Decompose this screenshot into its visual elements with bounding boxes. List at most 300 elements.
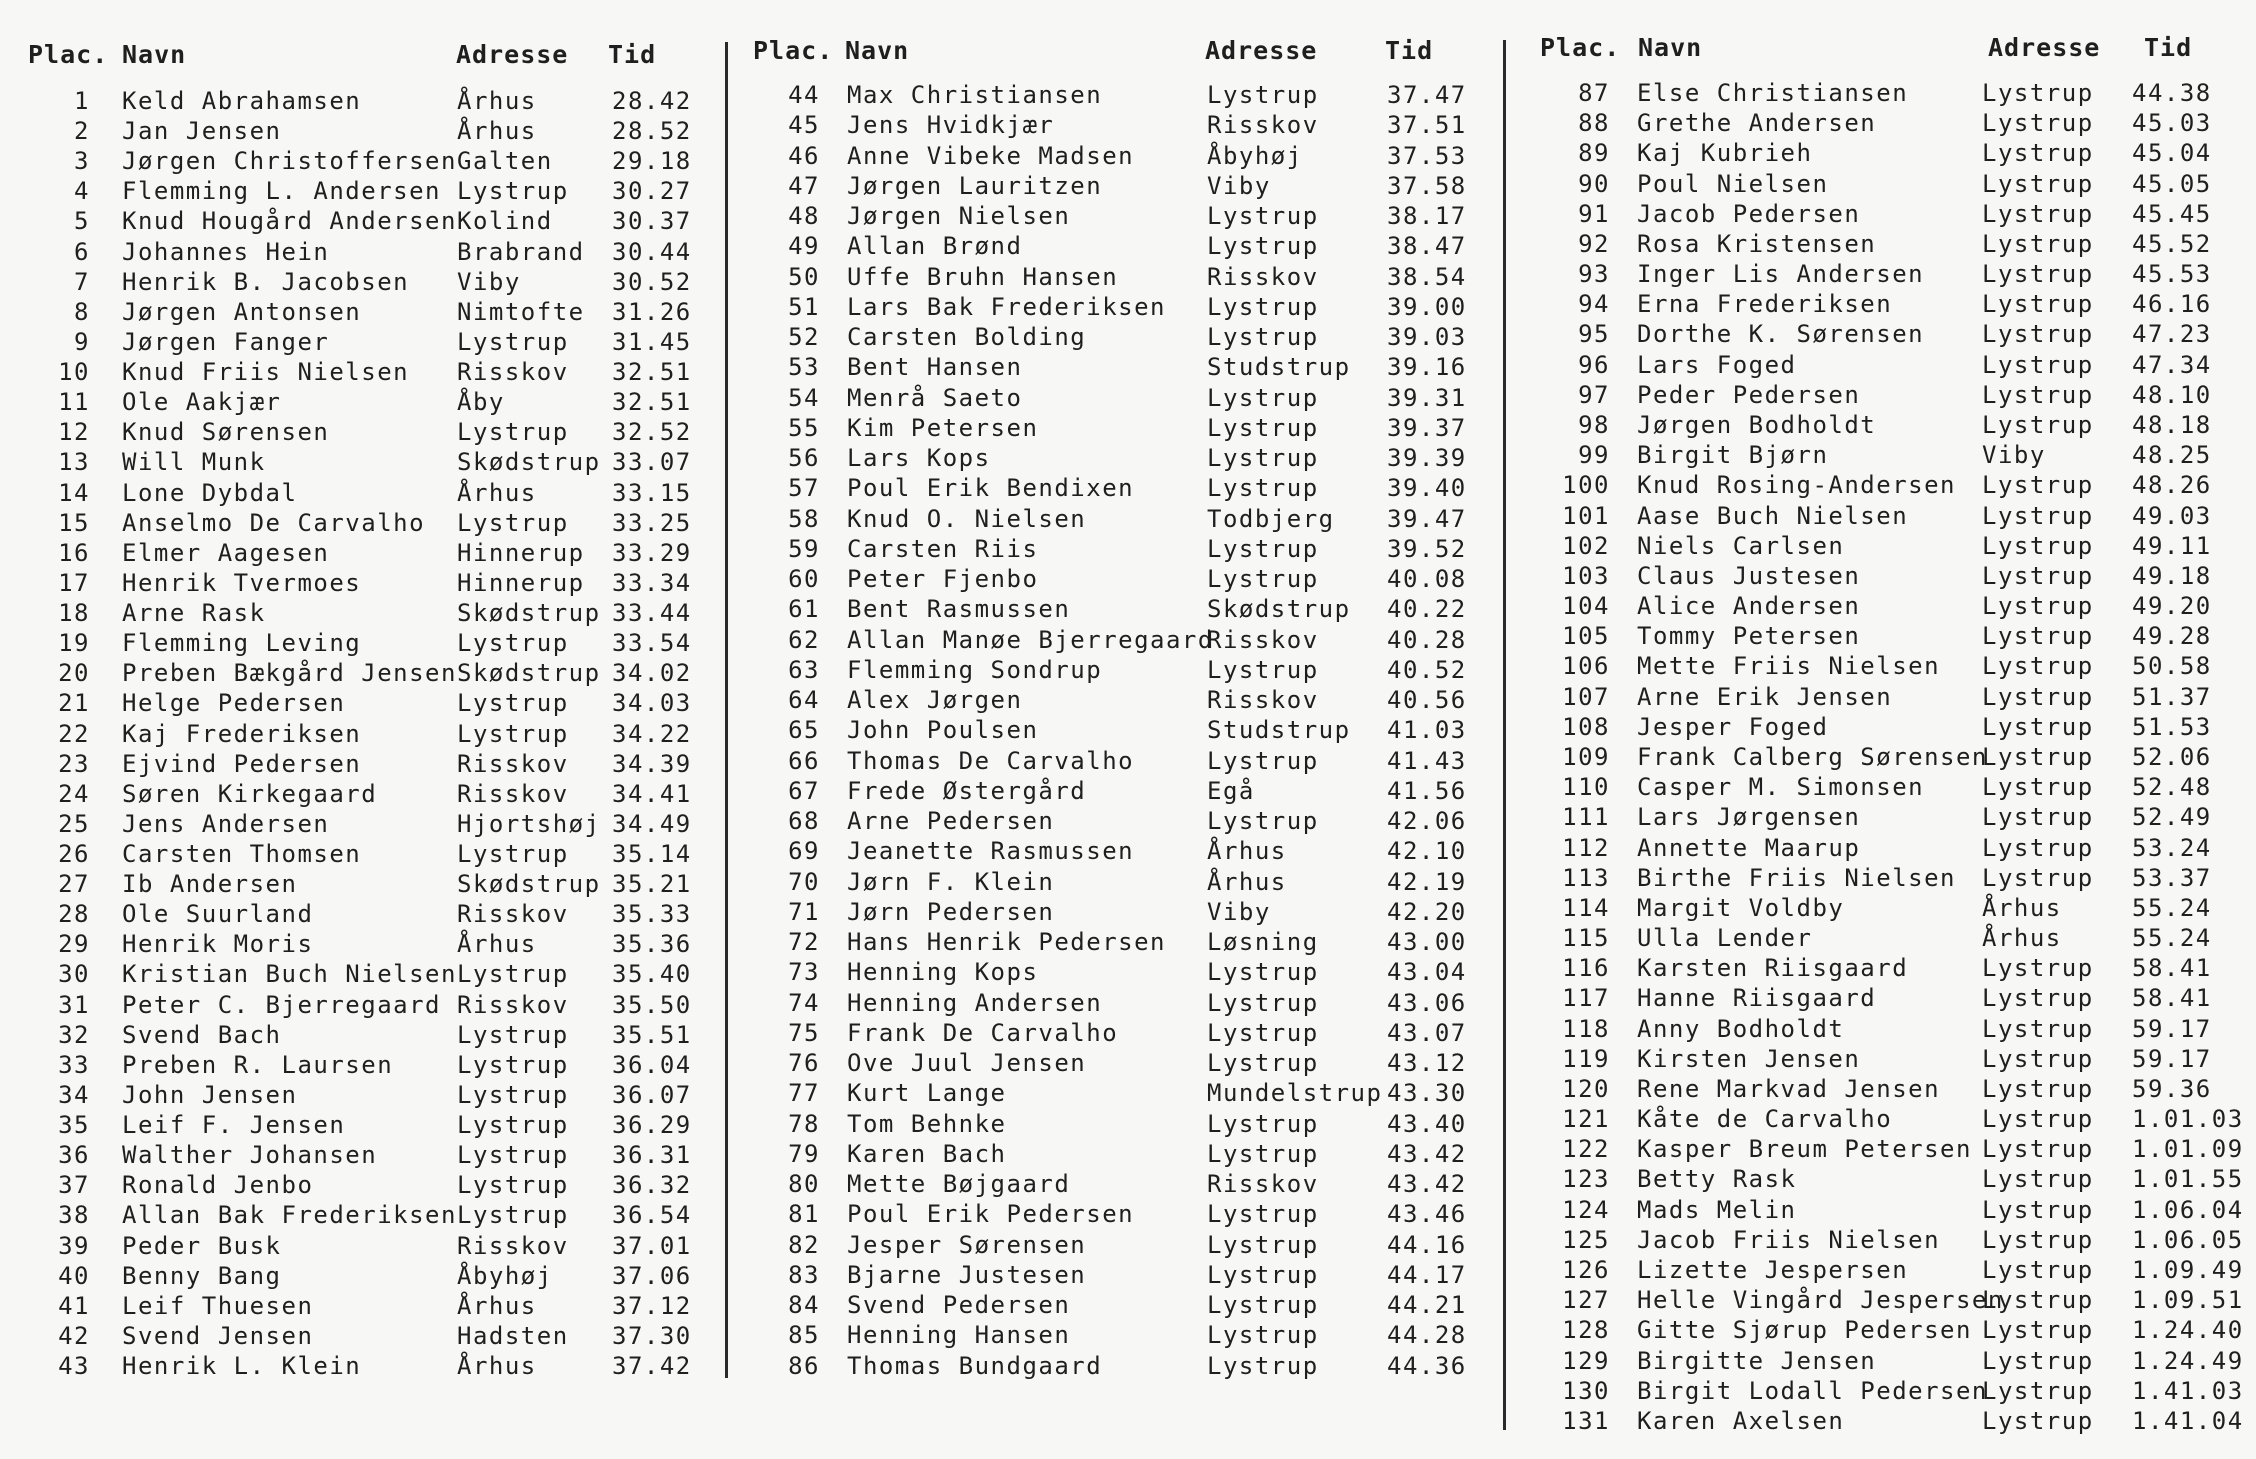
name-cell: Henrik Tvermoes <box>122 568 362 597</box>
time-cell: 39.00 <box>1387 292 1467 321</box>
time-cell: 33.29 <box>612 538 692 567</box>
time-cell: 42.06 <box>1387 807 1467 835</box>
time-cell: 35.40 <box>612 960 692 989</box>
address-cell: Lystrup <box>1207 1200 1319 1229</box>
time-cell: 32.51 <box>612 358 692 387</box>
time-cell: 39.37 <box>1387 413 1467 442</box>
table-row <box>1520 289 2256 319</box>
address-cell: Lystrup <box>457 629 569 658</box>
time-cell: 30.37 <box>612 207 692 236</box>
table-row <box>735 1199 1515 1229</box>
table-row <box>1520 501 2256 531</box>
table-row <box>735 383 1515 413</box>
time-cell: 52.06 <box>2132 742 2212 771</box>
header-place: Plac. <box>28 40 109 69</box>
address-cell: Lystrup <box>1207 292 1319 321</box>
address-cell: Lystrup <box>1207 474 1319 503</box>
table-row <box>1520 893 2256 923</box>
address-cell: Hjortshøj <box>457 809 601 838</box>
address-cell: Studstrup <box>1207 716 1351 745</box>
address-cell: Lystrup <box>1982 833 2094 862</box>
address-cell: Viby <box>457 267 521 296</box>
time-cell: 45.53 <box>2132 260 2212 289</box>
place-cell: 93 <box>1578 260 1610 289</box>
place-cell: 12 <box>58 418 90 447</box>
header-address: Adresse <box>456 40 569 69</box>
time-cell: 43.30 <box>1387 1079 1467 1108</box>
name-cell: Bjarne Justesen <box>847 1260 1087 1289</box>
place-cell: 61 <box>788 595 820 624</box>
place-cell: 65 <box>788 716 820 745</box>
header-place: Plac. <box>1540 33 1621 62</box>
name-cell: Knud O. Nielsen <box>847 504 1087 533</box>
place-cell: 1 <box>74 87 90 115</box>
time-cell: 41.43 <box>1387 746 1467 775</box>
name-cell: Menrå Saeto <box>847 383 1023 412</box>
place-cell: 13 <box>58 448 90 477</box>
address-cell: Nimtofte <box>457 297 585 326</box>
address-cell: Galten <box>457 147 553 176</box>
place-cell: 28 <box>58 900 90 929</box>
time-cell: 31.45 <box>612 327 692 356</box>
address-cell: Lystrup <box>1982 984 2094 1013</box>
address-cell: Lystrup <box>1982 79 2094 107</box>
address-cell: Århus <box>457 117 537 146</box>
time-cell: 43.42 <box>1387 1170 1467 1198</box>
place-cell: 10 <box>58 358 90 387</box>
table-row <box>0 267 725 297</box>
place-cell: 19 <box>58 629 90 658</box>
table-row <box>735 534 1515 564</box>
name-cell: Knud Hougård Andersen <box>122 207 457 236</box>
address-cell: Århus <box>457 930 537 959</box>
table-row <box>735 867 1515 897</box>
name-cell: Arne Erik Jensen <box>1637 682 1893 711</box>
place-cell: 95 <box>1578 320 1610 349</box>
table-row <box>1520 1376 2256 1406</box>
time-cell: 33.25 <box>612 508 692 537</box>
place-cell: 75 <box>788 1018 820 1047</box>
time-cell: 44.28 <box>1387 1321 1467 1350</box>
time-cell: 49.20 <box>2132 592 2212 621</box>
name-cell: Lars Foged <box>1637 350 1797 379</box>
table-row <box>0 327 725 357</box>
name-cell: Preben Bækgård Jensen <box>122 659 457 688</box>
name-cell: Grethe Andersen <box>1637 109 1877 138</box>
address-cell: Lystrup <box>1207 1291 1319 1319</box>
name-cell: Jørgen Lauritzen <box>847 171 1103 200</box>
address-cell: Lystrup <box>1982 1044 2094 1073</box>
table-row <box>0 1231 725 1261</box>
time-cell: 1.01.09 <box>2132 1135 2244 1164</box>
time-cell: 42.20 <box>1387 897 1467 926</box>
table-row <box>1520 621 2256 651</box>
time-cell: 34.02 <box>612 659 692 688</box>
time-cell: 45.45 <box>2132 199 2212 228</box>
name-cell: Jørn Pedersen <box>847 897 1055 926</box>
place-cell: 52 <box>788 323 820 351</box>
time-cell: 59.17 <box>2132 1044 2212 1073</box>
table-row <box>735 231 1515 261</box>
address-cell: Viby <box>1982 441 2046 470</box>
place-cell: 34 <box>58 1080 90 1109</box>
address-cell: Lystrup <box>1982 260 2094 289</box>
table-row <box>1520 651 2256 681</box>
table-row <box>0 1200 725 1230</box>
address-cell: Lystrup <box>1982 531 2094 560</box>
place-cell: 111 <box>1562 803 1610 832</box>
address-cell: Lystrup <box>457 508 569 537</box>
place-cell: 3 <box>74 147 90 176</box>
place-cell: 25 <box>58 809 90 838</box>
address-cell: Lystrup <box>1207 958 1319 987</box>
name-cell: Henning Hansen <box>847 1321 1071 1350</box>
name-cell: Birthe Friis Nielsen <box>1637 863 1956 892</box>
name-cell: Allan Bak Frederiksen <box>122 1201 457 1230</box>
table-row <box>0 1020 725 1050</box>
table-row <box>1520 259 2256 289</box>
address-cell: Risskov <box>1207 262 1319 291</box>
name-cell: Kirsten Jensen <box>1637 1044 1861 1073</box>
place-cell: 49 <box>788 232 820 261</box>
header-time: Tid <box>608 40 657 69</box>
place-cell: 53 <box>788 353 820 382</box>
address-cell: Risskov <box>457 358 569 387</box>
time-cell: 52.48 <box>2132 773 2212 802</box>
time-cell: 53.24 <box>2132 833 2212 862</box>
place-cell: 29 <box>58 930 90 959</box>
name-cell: Elmer Aagesen <box>122 538 330 567</box>
address-cell: Risskov <box>457 779 569 808</box>
name-cell: Jesper Sørensen <box>847 1230 1087 1259</box>
place-cell: 54 <box>788 383 820 412</box>
table-row <box>0 658 725 688</box>
place-cell: 103 <box>1562 561 1610 590</box>
place-cell: 115 <box>1562 924 1610 953</box>
place-cell: 50 <box>788 262 820 291</box>
place-cell: 5 <box>74 207 90 236</box>
time-cell: 45.52 <box>2132 229 2212 258</box>
name-cell: Jens Andersen <box>122 809 330 838</box>
name-cell: Preben R. Laursen <box>122 1050 394 1079</box>
table-row <box>1520 1255 2256 1285</box>
table-row <box>0 1050 725 1080</box>
name-cell: Poul Nielsen <box>1637 169 1829 198</box>
table-row <box>0 237 725 267</box>
time-cell: 32.52 <box>612 418 692 447</box>
place-cell: 117 <box>1562 984 1610 1013</box>
table-row <box>0 839 725 869</box>
place-cell: 4 <box>74 177 90 206</box>
name-cell: Lars Kops <box>847 444 991 472</box>
time-cell: 35.21 <box>612 870 692 899</box>
address-cell: Lystrup <box>1207 1351 1319 1380</box>
header-place: Plac. <box>753 36 834 65</box>
address-cell: Århus <box>457 1352 537 1381</box>
place-cell: 120 <box>1562 1074 1610 1103</box>
time-cell: 40.52 <box>1387 655 1467 684</box>
time-cell: 43.40 <box>1387 1109 1467 1138</box>
address-cell: Lystrup <box>1982 1256 2094 1285</box>
place-cell: 24 <box>58 779 90 808</box>
name-cell: Henrik B. Jacobsen <box>122 267 410 296</box>
place-cell: 27 <box>58 870 90 899</box>
place-cell: 59 <box>788 534 820 563</box>
table-row <box>735 1018 1515 1048</box>
name-cell: Knud Sørensen <box>122 418 330 447</box>
place-cell: 58 <box>788 504 820 533</box>
address-cell: Lystrup <box>1982 1376 2094 1405</box>
name-cell: Allan Brønd <box>847 232 1023 261</box>
place-cell: 106 <box>1562 652 1610 681</box>
address-cell: Risskov <box>1207 686 1319 714</box>
name-cell: Henning Kops <box>847 958 1039 987</box>
table-row <box>735 957 1515 987</box>
table-row <box>735 292 1515 322</box>
place-cell: 85 <box>788 1321 820 1350</box>
time-cell: 40.22 <box>1387 595 1467 624</box>
address-cell: Risskov <box>1207 1170 1319 1198</box>
table-row <box>735 1290 1515 1320</box>
time-cell: 30.44 <box>612 237 692 266</box>
name-cell: Alex Jørgen <box>847 686 1023 714</box>
name-cell: Jan Jensen <box>122 117 282 146</box>
address-cell: Lystrup <box>1207 1321 1319 1350</box>
place-cell: 6 <box>74 237 90 266</box>
table-row <box>1520 138 2256 168</box>
name-cell: Ove Juul Jensen <box>847 1049 1087 1077</box>
table-row <box>735 776 1515 806</box>
place-cell: 130 <box>1562 1376 1610 1405</box>
results-column-2 <box>735 0 1515 1459</box>
table-row <box>735 685 1515 715</box>
table-row <box>0 508 725 538</box>
table-row <box>735 1139 1515 1169</box>
time-cell: 43.04 <box>1387 958 1467 987</box>
name-cell: Søren Kirkegaard <box>122 779 378 808</box>
time-cell: 34.22 <box>612 719 692 748</box>
time-cell: 40.28 <box>1387 625 1467 654</box>
name-cell: Poul Erik Bendixen <box>847 474 1135 503</box>
address-cell: Lystrup <box>1207 1139 1319 1168</box>
table-row <box>1520 470 2256 500</box>
time-cell: 43.12 <box>1387 1049 1467 1077</box>
place-cell: 20 <box>58 659 90 688</box>
place-cell: 48 <box>788 202 820 230</box>
name-cell: Svend Bach <box>122 1020 282 1049</box>
place-cell: 44 <box>788 81 820 109</box>
table-row <box>0 899 725 929</box>
name-cell: Hans Henrik Pedersen <box>847 928 1166 956</box>
time-cell: 37.53 <box>1387 141 1467 170</box>
table-row <box>0 176 725 206</box>
table-row <box>0 1261 725 1291</box>
time-cell: 33.54 <box>612 629 692 658</box>
address-cell: Lystrup <box>1207 1230 1319 1259</box>
table-row <box>0 1170 725 1200</box>
address-cell: Lystrup <box>1207 1260 1319 1289</box>
time-cell: 37.42 <box>612 1352 692 1381</box>
table-row <box>0 1140 725 1170</box>
table-row <box>1520 712 2256 742</box>
address-cell: Lystrup <box>1982 682 2094 711</box>
table-row <box>0 357 725 387</box>
time-cell: 28.52 <box>612 117 692 146</box>
place-cell: 86 <box>788 1351 820 1380</box>
place-cell: 14 <box>58 478 90 507</box>
time-cell: 44.36 <box>1387 1351 1467 1380</box>
address-cell: Viby <box>1207 897 1271 926</box>
place-cell: 56 <box>788 444 820 472</box>
address-cell: Lystrup <box>1982 1286 2094 1315</box>
place-cell: 89 <box>1578 139 1610 168</box>
name-cell: Lizette Jespersen <box>1637 1256 1909 1285</box>
name-cell: Anne Vibeke Madsen <box>847 141 1135 170</box>
place-cell: 30 <box>58 960 90 989</box>
time-cell: 48.25 <box>2132 441 2212 470</box>
name-cell: Carsten Thomsen <box>122 840 362 868</box>
address-cell: Lystrup <box>1982 803 2094 832</box>
name-cell: Peter Fjenbo <box>847 565 1039 593</box>
place-cell: 88 <box>1578 109 1610 138</box>
table-row <box>735 1260 1515 1290</box>
address-cell: Åbyhøj <box>457 1261 553 1290</box>
address-cell: Egå <box>1207 776 1255 805</box>
name-cell: Bent Hansen <box>847 353 1023 382</box>
table-row <box>735 262 1515 292</box>
table-row <box>735 473 1515 503</box>
name-cell: Max Christiansen <box>847 81 1103 109</box>
time-cell: 33.07 <box>612 448 692 477</box>
place-cell: 36 <box>58 1141 90 1170</box>
time-cell: 37.01 <box>612 1231 692 1260</box>
table-row <box>0 929 725 959</box>
time-cell: 40.56 <box>1387 686 1467 714</box>
table-row <box>1520 410 2256 440</box>
place-cell: 67 <box>788 776 820 805</box>
name-cell: Leif Thuesen <box>122 1291 314 1320</box>
place-cell: 90 <box>1578 169 1610 198</box>
address-cell: Lystrup <box>1982 863 2094 892</box>
time-cell: 55.24 <box>2132 924 2212 953</box>
place-cell: 84 <box>788 1291 820 1319</box>
address-cell: Lystrup <box>457 327 569 356</box>
place-cell: 105 <box>1562 622 1610 651</box>
time-cell: 35.33 <box>612 900 692 929</box>
table-row <box>0 146 725 176</box>
address-cell: Lystrup <box>457 1020 569 1049</box>
time-cell: 44.38 <box>2132 79 2212 107</box>
place-cell: 47 <box>788 171 820 200</box>
time-cell: 49.28 <box>2132 622 2212 651</box>
table-row <box>735 80 1515 110</box>
name-cell: Jacob Pedersen <box>1637 199 1861 228</box>
address-cell: Århus <box>1982 924 2062 953</box>
place-cell: 119 <box>1562 1044 1610 1073</box>
address-cell: Todbjerg <box>1207 504 1335 533</box>
table-row <box>1520 833 2256 863</box>
address-cell: Mundelstrup <box>1207 1079 1383 1108</box>
table-row <box>1520 772 2256 802</box>
table-row <box>1520 1225 2256 1255</box>
address-cell: Risskov <box>1207 111 1319 140</box>
name-cell: Johannes Hein <box>122 237 330 266</box>
name-cell: Henrik L. Klein <box>122 1352 362 1381</box>
name-cell: Jacob Friis Nielsen <box>1637 1225 1941 1254</box>
name-cell: Allan Manøe Bjerregaard <box>847 625 1214 654</box>
address-cell: Lystrup <box>457 177 569 206</box>
name-cell: Thomas Bundgaard <box>847 1351 1103 1380</box>
table-row <box>1520 1134 2256 1164</box>
name-cell: Hanne Riisgaard <box>1637 984 1877 1013</box>
name-cell: Lone Dybdal <box>122 478 298 507</box>
address-cell: Lystrup <box>1207 413 1319 442</box>
address-cell: Skødstrup <box>457 599 601 628</box>
address-cell: Løsning <box>1207 928 1319 956</box>
address-cell: Lystrup <box>457 960 569 989</box>
address-cell: Lystrup <box>1207 81 1319 109</box>
address-cell: Lystrup <box>1207 534 1319 563</box>
table-row <box>1520 531 2256 561</box>
address-cell: Lystrup <box>1982 1406 2094 1435</box>
place-cell: 40 <box>58 1261 90 1290</box>
time-cell: 38.47 <box>1387 232 1467 261</box>
time-cell: 37.30 <box>612 1321 692 1350</box>
time-cell: 43.42 <box>1387 1139 1467 1168</box>
place-cell: 31 <box>58 990 90 1019</box>
name-cell: Frank Calberg Sørensen <box>1637 742 1988 771</box>
header-name: Navn <box>1638 33 1703 62</box>
table-row <box>1520 78 2256 108</box>
table-row <box>0 749 725 779</box>
time-cell: 37.06 <box>612 1261 692 1290</box>
name-cell: Aase Buch Nielsen <box>1637 501 1909 530</box>
name-cell: Annette Maarup <box>1637 833 1861 862</box>
name-cell: Claus Justesen <box>1637 561 1861 590</box>
time-cell: 1.24.49 <box>2132 1346 2244 1375</box>
time-cell: 48.18 <box>2132 410 2212 439</box>
name-cell: Alice Andersen <box>1637 592 1861 621</box>
name-cell: Anselmo De Carvalho <box>122 508 426 537</box>
table-row <box>1520 863 2256 893</box>
table-row <box>0 1321 725 1351</box>
header-name: Navn <box>845 36 910 65</box>
place-cell: 78 <box>788 1109 820 1138</box>
address-cell: Århus <box>1207 837 1287 866</box>
address-cell: Lystrup <box>1982 1135 2094 1164</box>
place-cell: 7 <box>74 267 90 296</box>
address-cell: Århus <box>457 87 537 115</box>
address-cell: Kolind <box>457 207 553 236</box>
place-cell: 101 <box>1562 501 1610 530</box>
table-row <box>735 171 1515 201</box>
address-cell: Lystrup <box>1982 410 2094 439</box>
table-row <box>735 201 1515 231</box>
place-cell: 51 <box>788 292 820 321</box>
place-cell: 104 <box>1562 592 1610 621</box>
name-cell: Lars Bak Frederiksen <box>847 292 1166 321</box>
address-cell: Lystrup <box>457 1111 569 1140</box>
place-cell: 112 <box>1562 833 1610 862</box>
address-cell: Lystrup <box>1982 1014 2094 1043</box>
time-cell: 41.56 <box>1387 776 1467 805</box>
place-cell: 82 <box>788 1230 820 1259</box>
name-cell: Helge Pedersen <box>122 689 346 718</box>
table-row <box>735 927 1515 957</box>
name-cell: Mette Friis Nielsen <box>1637 652 1941 681</box>
place-cell: 76 <box>788 1049 820 1077</box>
table-row <box>0 417 725 447</box>
